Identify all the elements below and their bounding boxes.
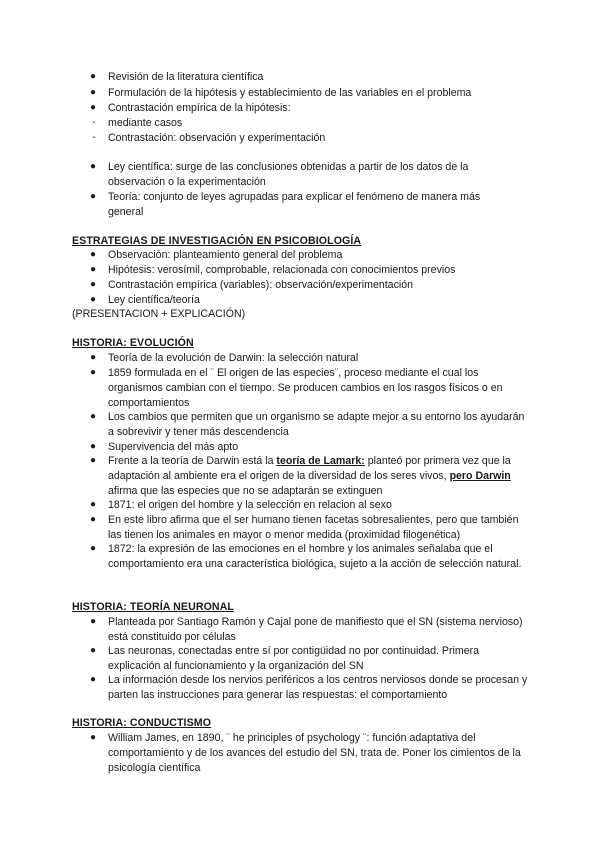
section-heading: HISTORIA: CONDUCTISMO [72,717,212,729]
list-item: ● Observación: planteamiento general del problema [89,249,343,261]
list-item: ● Ley científica: surge de las conclusiones obtenidas a partir de los datos de la observación o la experimentación [89,161,469,188]
list-item: ● Planteada por Santiago Ramón y Cajal pone de manifiesto que el SN (sistema nervioso) está constituido por células [89,616,523,643]
list-item: ● Supervivencia del más apto [89,441,239,453]
list-item: ● Frente a la teoría de Darwin está la teoría de Lamark: planteó por primera vez que la adaptación al ambiente era el origen de la diversidad de los seres vivos, pero Darwin afirma que las especies que no se adaptarán se extinguen [89,455,511,497]
list-item: ● La información desde los nervios periféricos a los centros nerviosos donde se procesan y parten las instrucciones para generar las respuestas: el comportamiento [89,674,528,701]
list-item: ● Ley científica/teoría [89,294,200,306]
list-item: ● Las neuronas, conectadas entre sí por contigüidad no por continuidad. Primera explicación al funcionamiento y la organización del SN [89,645,480,672]
sub-list-item: - Contrastación: observación y experimentación [92,132,326,144]
list-item: ● Revisión de la literatura científica [89,71,264,83]
list-item: ● 1871: el origen del hombre y la selección en relacion al sexo [89,499,392,511]
list-item: ● En este libro afirma que el ser humano tienen facetas sobresalientes, pero que también las tienen los animales en mayor o menor medida (proximidad filogenética) [89,514,519,541]
darwin-emphasis: pero Darwin [449,469,511,482]
list-item: ● Formulación de la hipótesis y establecimiento de las variables en el problema [89,87,472,99]
list-item: ● Contrastación empírica (variables): observación/experimentación [89,279,414,291]
section-heading: HISTORIA: TEORÍA NEURONAL [72,601,234,613]
list-item: ● Teoría: conjunto de leyes agrupadas para explicar el fenómeno de manera más general [89,191,481,218]
list-item: ● Los cambios que permiten que un organismo se adapte mejor a su entorno los ayudarán a sobrevivir y tener más descendencia [89,411,525,438]
list-item: ● Teoría de la evolución de Darwin: la selección natural [89,352,359,364]
section-note: (PRESENTACION + EXPLICACIÓN) [72,308,246,320]
list-item: ● Contrastación empírica de la hipótesis: [89,102,291,114]
section-heading: ESTRATEGIAS DE INVESTIGACIÓN EN PSICOBIOLOGÍA [72,235,362,247]
list-item: ● 1872: la expresión de las emociones en el hombre y los animales señalaba que el comportamiento era una característica biológica, sujeto a la acción de selección natural. [89,543,522,570]
section-heading: HISTORIA: EVOLUCIÓN [72,337,194,349]
sub-list-item: - mediante casos [92,117,183,129]
lamarck-emphasis: teoría de Lamark: [276,455,365,467]
list-item: ● 1859 formulada en el ¨ El origen de las especies¨, proceso mediante el cual los organismos cambian con el tiempo. Se producen cambios en los rasgos físicos o en comportamientos [89,367,503,409]
list-item: ● William James, en 1890, ¨ he principles of psychology ¨: función adaptativa del comportamiento y de los avances del estudio del SN, trata de. Poner los cimientos de la psicología científica [89,732,521,774]
list-item: ● Hipótesis: verosímil, comprobable, relacionada con conocimientos previos [89,264,456,276]
